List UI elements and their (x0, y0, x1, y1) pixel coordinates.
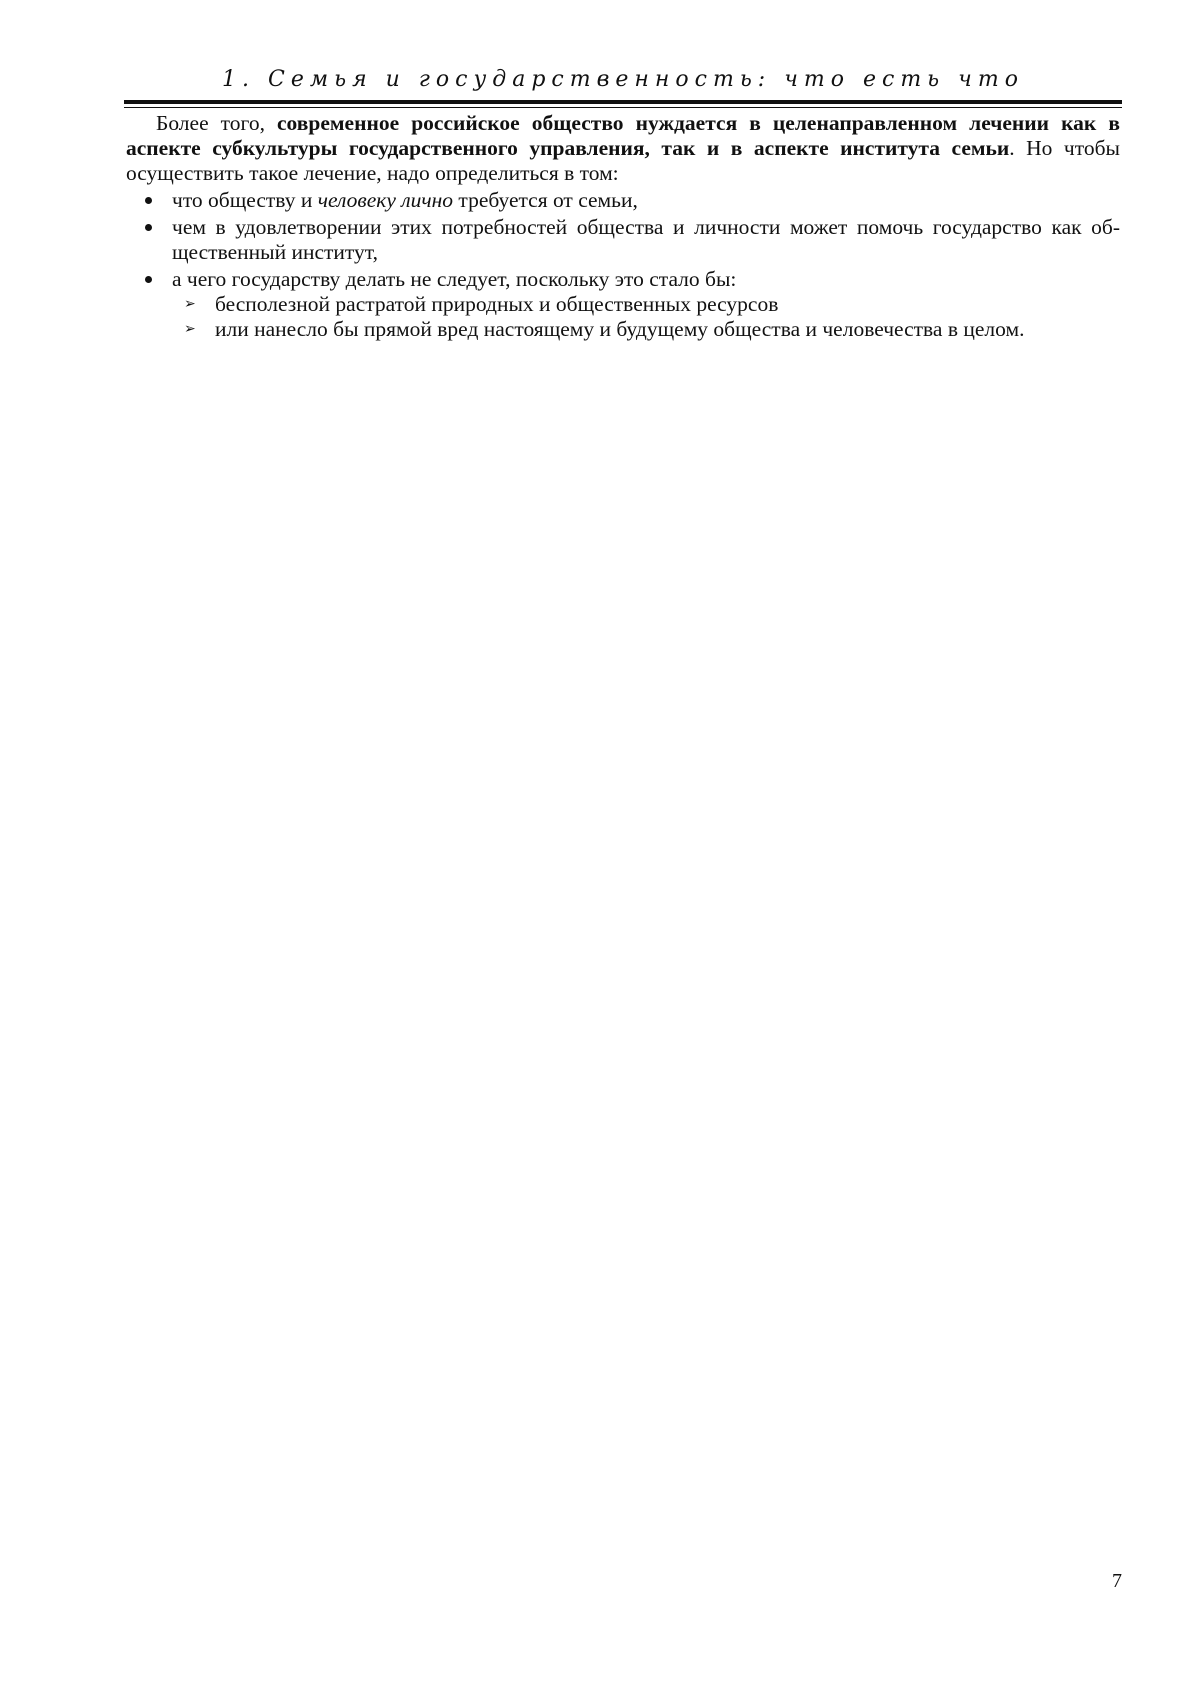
bullet-dot-icon (145, 224, 152, 231)
sub-item-1-text: бесполезной растратой природных и общественных ресурсов (215, 292, 779, 316)
bullet-dot-icon (145, 197, 152, 204)
bullet-1-before: что обществу и (172, 188, 318, 212)
bullet-1-after: требуется от семьи, (453, 188, 638, 212)
bullet-2-text: чем в удовлетворении этих потребностей общества и личности может помочь государство как об-щественный институт, (172, 215, 1120, 264)
paragraph-intro: Более того, (156, 111, 278, 135)
arrowhead-icon: ➢ (184, 296, 196, 312)
sub-bullet-list (172, 292, 1120, 342)
list-item (126, 188, 1120, 213)
header-rule-thick (124, 100, 1122, 104)
page-number: 7 (1112, 1570, 1122, 1592)
body-text (126, 111, 1120, 344)
sub-list-item (126, 292, 1120, 317)
header-rule-thin (124, 107, 1122, 108)
paragraph-bold-statement: современное российское общество нуждается в целенаправленном лечении как в аспекте субкультуры государственного управления, так и в аспекте института семьи (126, 111, 1120, 160)
list-item (126, 267, 1120, 342)
running-header: 1. Семья и государственность: что есть что (222, 67, 1024, 92)
arrowhead-icon: ➢ (184, 321, 196, 337)
sub-list-item (126, 317, 1120, 342)
list-item (126, 215, 1120, 265)
bullet-list (126, 188, 1120, 342)
intro-paragraph (126, 111, 1120, 186)
paragraph-outro: . Но чтобы осуществить такое лечение, надо определиться в том: (126, 136, 1120, 185)
sub-item-2-text: или нанесло бы прямой вред настоящему и будущему общества и человечества в целом. (215, 317, 1025, 341)
bullet-3-text: а чего государству делать не следует, поскольку это стало бы: (172, 267, 737, 291)
bullet-1-italic: человеку лично (317, 188, 454, 212)
bullet-dot-icon (145, 276, 152, 283)
